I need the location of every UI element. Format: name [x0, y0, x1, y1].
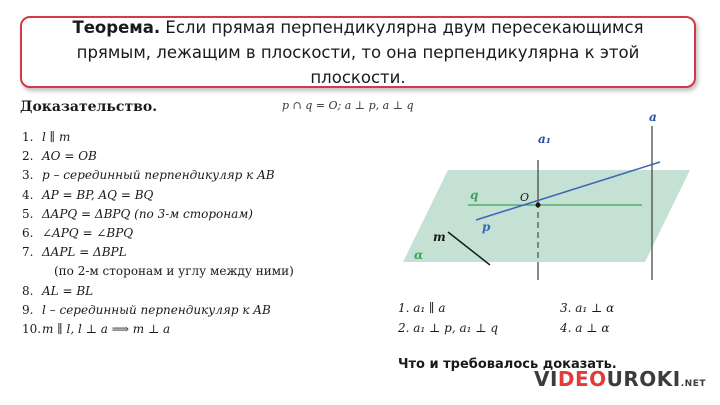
brand-logo: VIDEOUROKI.NET	[533, 367, 706, 391]
proof-step: 5. ΔAPQ = ΔBPQ (по 3-м сторонам)	[22, 206, 253, 221]
conclusion-3: 3. a₁ ⊥ α	[560, 301, 615, 315]
plane-alpha	[403, 170, 690, 262]
conclusion-list	[398, 298, 658, 338]
theorem-text	[44, 15, 672, 90]
proof-step-note: (по 2-м сторонам и углу между ними)	[54, 264, 294, 279]
geometry-diagram	[390, 110, 690, 295]
label-q: q	[470, 188, 479, 202]
conclusion-2: 2. a₁ ⊥ p, a₁ ⊥ q	[398, 321, 499, 335]
proof-step: 8. AL = BL	[22, 283, 94, 298]
label-p: p	[482, 220, 491, 234]
proof-step: 2. AO = OB	[22, 149, 97, 164]
label-a1: a₁	[538, 132, 552, 146]
proof-steps	[22, 128, 362, 339]
point-O	[536, 203, 541, 208]
conclusion-1: 1. a₁ ∥ a	[398, 301, 446, 315]
theorem-label: Теорема.	[72, 17, 161, 37]
label-a: a	[649, 110, 657, 124]
proof-step: 10.m ∥ l, l ⊥ a ⟹ m ⊥ a	[22, 321, 171, 336]
proof-step: 1. l ∥ m	[22, 130, 71, 144]
theorem-box	[20, 16, 696, 88]
proof-step: 7. ΔAPL = ΔBPL	[22, 245, 127, 260]
label-alpha: α	[414, 248, 424, 262]
label-m: m	[433, 230, 446, 244]
proof-step: 3. p – серединный перпендикуляр к AB	[22, 168, 275, 183]
theorem-body: Если прямая перпендикулярна двум пересекающимся прямым, лежащим в плоскости, то она перпендикулярна к этой плоскости.	[76, 17, 644, 87]
proof-step: 4. AP = BP, AQ = BQ	[22, 187, 154, 202]
proof-conclusion: Что и требовалось доказать.	[398, 357, 617, 372]
label-O: O	[520, 191, 530, 204]
proof-step: 9. l – серединный перпендикуляр к AB	[22, 302, 271, 317]
conclusion-4: 4. a ⊥ α	[560, 321, 610, 335]
conclusion-row	[398, 298, 658, 318]
proof-title: Доказательство.	[20, 99, 158, 115]
givens: p ∩ q = O; a ⊥ p, a ⊥ q	[282, 99, 414, 112]
proof-step: 6. ∠APQ = ∠BPQ	[22, 225, 134, 240]
conclusion-row	[398, 318, 658, 338]
